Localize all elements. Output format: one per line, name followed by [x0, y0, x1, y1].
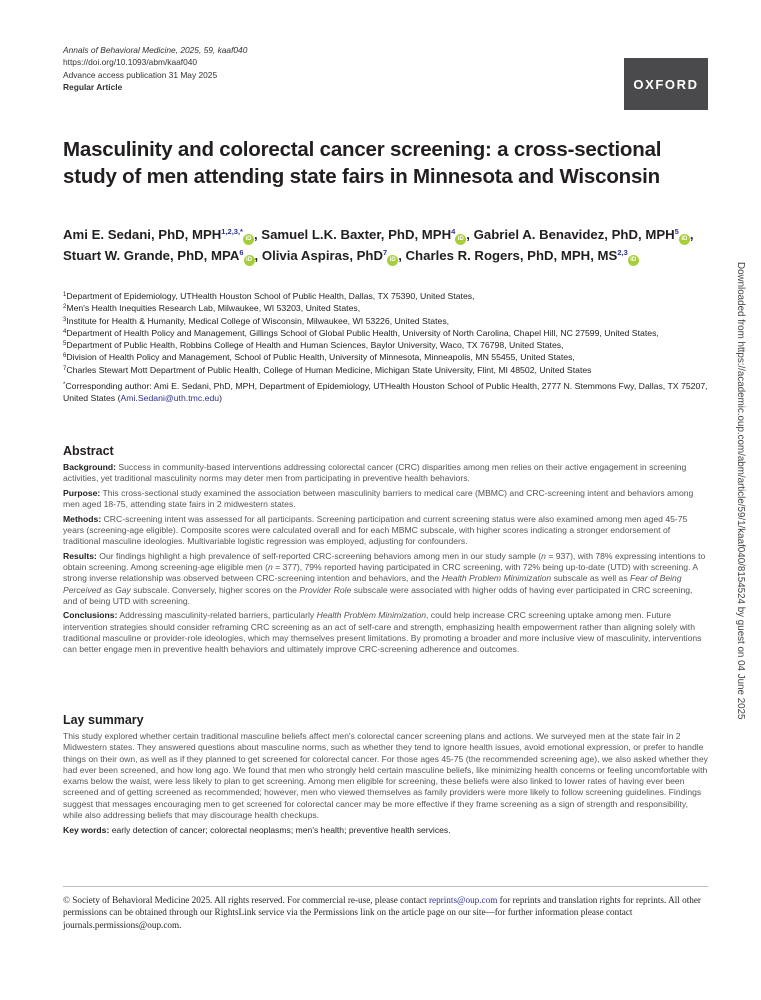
advance-access-date: Advance access publication 31 May 2025 — [63, 69, 218, 80]
lay-summary-body — [63, 731, 708, 837]
affiliation: $^5$Department of Public Health, Robbins College of Health and Human Sciences, Baylor University, Waco, TX 76798, United States, — [63, 340, 564, 351]
affiliation: $^1$Department of Epidemiology, UTHealth Houston School of Public Health, Dallas, TX 75390, United States, — [63, 291, 475, 301]
abstract-heading: Abstract — [63, 444, 114, 458]
author: Samuel L.K. Baxter, PhD, MPH$^4$iD , — [261, 227, 473, 242]
copyright-notice: © Society of Behavioral Medicine 2025. All rights reserved. For commercial re-use, please contact reprints@oup.com for reprints and translation rights for reprints. All other permissions can be obtained through our RightsLink service via the Permissions link on the article page on our site—for further information please contact journals.permissions@oup.com. — [63, 895, 701, 930]
lay-summary-text: This study explored whether certain traditional masculine beliefs affect men's colorectal cancer screening plans and actions. We surveyed men at the state fair in 2 Midwestern states. They answered questions about masculine norms, such as whether they tend to ignore health issues, avoid emotional expression, or prefer to handle things on their own, as well as if they planned to get screened for colorectal cancer. For those ages 45-75 (the recommended screening age), we also asked whether they had ever been screened, and how long ago. We found that men who strongly held certain masculine beliefs, like minimizing health concerns or feeling uncomfortable with exams below the waist, were less likely to plan to get screening. Among men eligible for screening, these beliefs were also linked to lower rates of having ever been screened and of getting screened as recommended; however, men who viewed themselves as family providers were more likely to follow screening guidelines. Findings suggest that messages encouraging men to get screened for colorectal cancer may be more effective if they frame screening as a sign of strength and responsibility, while also addressing beliefs that may discourage health checkups. — [63, 731, 708, 821]
corresponding-author: *Corresponding author: Ami E. Sedani, PhD, MPH, Department of Epidemiology, UTHealth Houston School of Public Health, 2777 N. Stemmons Fwy, Dallas, TX 75207, United States (Ami.Sedani@uth.tmc.edu) — [63, 381, 708, 404]
orcid-icon[interactable]: iD — [679, 234, 690, 245]
orcid-icon[interactable]: iD — [244, 255, 255, 266]
affiliation: $^4$Department of Health Policy and Management, Gillings School of Global Public Health, University of North Carolina, Chapel Hill, NC 27599, United States, — [63, 327, 659, 338]
author: Charles R. Rogers, PhD, MPH, MS$^{2,3}$iD — [406, 248, 639, 263]
orcid-icon[interactable]: iD — [628, 255, 639, 266]
affiliation: $^2$Men's Health Inequities Research Lab, Milwaukee, WI 53203, United States, — [63, 303, 361, 314]
author: Gabriel A. Benavidez, PhD, MPH$^5$iD , — [474, 227, 694, 242]
corresponding-email-link[interactable]: Ami.Sedani@uth.tmc.edu — [120, 393, 220, 404]
article-title: Masculinity and colorectal cancer screening: a cross-sectional study of men attending state fairs in Minnesota and Wisconsin — [63, 138, 662, 188]
abstract-purpose: Purpose: This cross-sectional study examined the association between masculinity barriers to medical care (MBMC) and CRC-screening intent and behaviors among men aged 18-75, attending state fairs in 2 midwestern states. — [63, 487, 694, 510]
author: Stuart W. Grande, PhD, MPA$^6$iD , — [63, 248, 262, 263]
abstract-results: Results: Our findings highlight a high prevalence of self-reported CRC-screening behaviors among men in our study sample (n = 937), with 78% expressing intentions to obtain screening. Among screening-age eligible men (n = 377), 79% reported having participated in CRC screening, with 72% being up-to-date (UTD) with screening. A strong inverse relationship was observed between CRC-screening intention and behaviors, and the Health Problem Minimization subscale as well as Fear of Being Perceived as Gay subscale. Conversely, higher scores on the Provider Role subscale were associated with higher odds of having ever participated in CRC screening, and of being UTD with screening. — [63, 550, 706, 606]
affiliation: $^3$Institute for Health & Humanity, Medical College of Wisconsin, Milwaukee, WI 53226, United States, — [63, 315, 450, 326]
lay-summary-heading: Lay summary — [63, 713, 144, 727]
affiliations — [63, 290, 708, 405]
author-list — [63, 225, 703, 266]
affiliation: $^6$Division of Health Policy and Management, School of Public Health, University of Minnesota, Minneapolis, MN 55455, United States, — [63, 352, 575, 363]
journal-citation: Annals of Behavioral Medicine, 2025, 59, kaaf040 — [63, 45, 248, 55]
abstract-conclusions: Conclusions: Addressing masculinity-related barriers, particularly Health Problem Minimization, could help increase CRC screening uptake among men. Future intervention strategies should consider reframing CRC screening as an act of self-care and strength, emphasizing health empowerment rather than aligning solely with traditional masculine or provider-role ideologies, which may themselves present limitations. By promoting a broader and more inclusive view of masculinity, interventions can better engage men in preventive health behaviors and ultimately improve CRC-screening adherence and outcomes. — [63, 610, 702, 655]
footer-divider — [63, 886, 708, 887]
oxford-logo-text: OXFORD — [633, 77, 699, 92]
author: Ami E. Sedani, PhD, $MPH^{1,2,3,*}iD$ , — [63, 227, 261, 242]
orcid-icon[interactable]: iD — [455, 234, 466, 245]
keywords: Key words: early detection of cancer; colorectal neoplasms; men's health; preventive health services. — [63, 825, 451, 836]
abstract-body — [63, 462, 708, 659]
reprints-email-link[interactable]: reprints@oup.com — [428, 895, 498, 905]
download-watermark-text: Downloaded from https://academic.oup.com/abm/article/59/1/kaaf040/8154524 by guest on 04 June 2025 — [735, 262, 746, 720]
orcid-icon[interactable]: iD — [243, 234, 254, 245]
oxford-logo — [624, 58, 708, 110]
article-type: Regular Article — [63, 82, 123, 93]
journal-meta — [63, 44, 247, 94]
author: Olivia Aspiras, PhD$^7$iD , — [262, 248, 406, 263]
abstract-methods: Methods: CRC-screening intent was assessed for all participants. Screening participation and current screening status were also examined among men aged 45-75 years (screening-age eligible). Composite scores were calculated overall and for each MBMC subscale, with higher scores indicating a stronger endorsement of traditional masculine ideologies. Multivariable logistic regression was employed, adjusting for confounders. — [63, 513, 688, 547]
orcid-icon[interactable]: iD — [387, 255, 398, 266]
abstract-background: Background: Success in community-based interventions addressing colorectal cancer (CRC) disparities among men relies on their active engagement in screening activities, yet traditional masculinity norms may deter men from participating in preventive health behaviors. — [63, 462, 687, 484]
affiliation: $^7$Charles Stewart Mott Department of Public Health, College of Human Medicine, Michigan State University, Flint, MI 48502, United States — [63, 364, 592, 375]
doi-link[interactable]: https://doi.org/10.1093/abm/kaaf040 — [63, 57, 198, 68]
